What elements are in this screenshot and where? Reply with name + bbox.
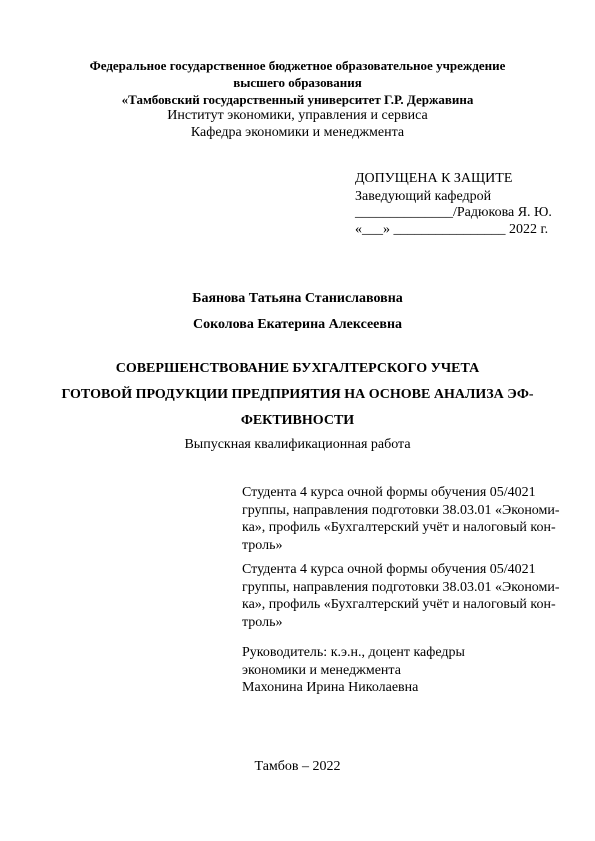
institution-type: Федеральное государственное бюджетное образовательное учреждение xyxy=(89,58,506,73)
city-year: Тамбов – 2022 xyxy=(254,759,341,774)
institute-name: Институт экономики, управления и сервиса xyxy=(167,108,428,123)
author-name: Баянова Татьяна Станиславовна xyxy=(192,291,403,306)
thesis-title-line: ГОТОВОЙ ПРОДУКЦИИ ПРЕДПРИЯТИЯ НА ОСНОВЕ АНАЛИЗА ЭФ- xyxy=(61,387,534,402)
approval-title: ДОПУЩЕНА К ЗАЩИТЕ xyxy=(355,171,513,186)
student-info-line: троль» xyxy=(242,614,283,630)
approval-date-line: «___» ________________ 2022 г. xyxy=(355,222,549,237)
thesis-title-line: СОВЕРШЕНСТВОВАНИЕ БУХГАЛТЕРСКОГО УЧЕТА xyxy=(115,361,480,376)
thesis-title-line: ФЕКТИВНОСТИ xyxy=(240,413,355,428)
student-info-block xyxy=(242,561,560,631)
approval-role: Заведующий кафедрой xyxy=(355,189,492,204)
student-info-line: ка», профиль «Бухгалтерский учёт и налоговый кон- xyxy=(242,520,556,535)
student-info-line: Студента 4 курса очной формы обучения 05/4021 xyxy=(242,562,536,577)
work-type: Выпускная квалификационная работа xyxy=(184,437,411,452)
author-name: Соколова Екатерина Алексеевна xyxy=(192,317,403,332)
student-info-line: Студента 4 курса очной формы обучения 05/4021 xyxy=(242,485,536,500)
department-name: Кафедра экономики и менеджмента xyxy=(190,125,405,140)
supervisor-title: Руководитель: к.э.н., доцент кафедры xyxy=(242,645,465,660)
supervisor-name: Махонина Ирина Николаевна xyxy=(242,680,419,695)
student-info-line: группы, направления подготовки 38.03.01 «Экономи- xyxy=(242,502,560,518)
education-level: высшего образования xyxy=(233,75,362,90)
approval-signature-line: ______________/Радюкова Я. Ю. xyxy=(355,205,552,220)
supervisor-department: экономики и менеджмента xyxy=(242,662,401,678)
student-info-block xyxy=(242,484,560,554)
student-info-line: ка», профиль «Бухгалтерский учёт и налоговый кон- xyxy=(242,597,556,612)
student-info-line: троль» xyxy=(242,537,283,553)
student-info-line: группы, направления подготовки 38.03.01 «Экономи- xyxy=(242,579,560,595)
university-name: «Тамбовский государственный университет Г.Р. Державина xyxy=(121,92,474,107)
supervisor-block xyxy=(242,644,560,697)
